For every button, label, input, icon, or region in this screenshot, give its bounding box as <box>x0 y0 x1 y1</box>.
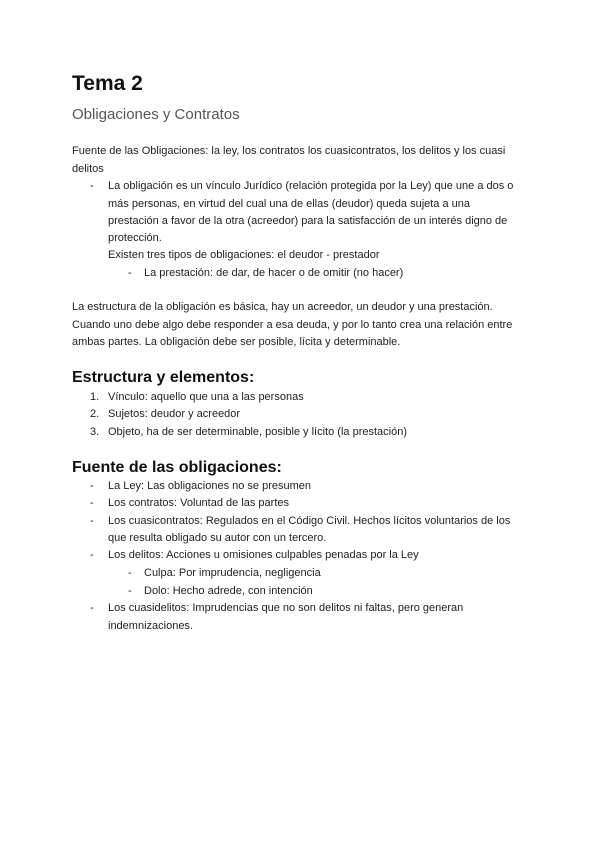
intro-bullet-line-2: más personas, en virtud del cual una de ellas (deudor) queda sujeta a una <box>108 198 471 210</box>
list-item: Los delitos: Acciones u omisiones culpables penadas por la Ley <box>108 549 419 561</box>
sub-bullet-marker: - <box>128 267 132 279</box>
sub-list-item: Culpa: Por imprudencia, negligencia <box>144 567 321 579</box>
section-heading-estructura: Estructura y elementos: <box>72 369 255 386</box>
bullet-marker: - <box>90 515 94 527</box>
list-number: 2. <box>90 408 100 420</box>
list-item: La Ley: Las obligaciones no se presumen <box>108 480 312 492</box>
list-number: 3. <box>90 426 100 438</box>
section-heading-fuente: Fuente de las obligaciones: <box>72 459 282 476</box>
bullet-marker: - <box>90 497 94 509</box>
sub-list-item: Dolo: Hecho adrede, con intención <box>144 585 313 597</box>
intro-bullet-line-5: Existen tres tipos de obligaciones: el deudor - prestador <box>108 249 380 261</box>
list-item-continuation: que resulta obligado su autor con un tercero. <box>108 532 327 544</box>
list-item-continuation: indemnizaciones. <box>108 620 193 632</box>
list-item: Vínculo: aquello que una a las personas <box>108 391 304 403</box>
list-item: Los cuasicontratos: Regulados en el Código Civil. Hechos lícitos voluntarios de los <box>108 515 511 527</box>
list-number: 1. <box>90 391 100 403</box>
list-item: Objeto, ha de ser determinable, posible y lícito (la prestación) <box>108 426 407 438</box>
paragraph-line-1: La estructura de la obligación es básica, hay un acreedor, un deudor y una prestación. <box>72 301 493 313</box>
intro-bullet-line-4: protección. <box>108 232 162 244</box>
intro-sub-bullet: La prestación: de dar, de hacer o de omitir (no hacer) <box>144 267 404 279</box>
intro-line-1: Fuente de las Obligaciones: la ley, los contratos los cuasicontratos, los delitos y los cuasi <box>72 145 506 157</box>
bullet-marker: - <box>90 180 94 192</box>
list-item: Sujetos: deudor y acreedor <box>108 408 241 420</box>
list-item: Los cuasidelitos: Imprudencias que no son delitos ni faltas, pero generan <box>108 602 464 614</box>
list-item: Los contratos: Voluntad de las partes <box>108 497 290 509</box>
bullet-marker: - <box>90 549 94 561</box>
sub-bullet-marker: - <box>128 585 132 597</box>
page-title: Tema 2 <box>72 72 143 95</box>
page-subtitle: Obligaciones y Contratos <box>72 106 240 123</box>
intro-line-2: delitos <box>72 163 104 175</box>
paragraph-line-3: ambas partes. La obligación debe ser posible, lícita y determinable. <box>72 336 401 348</box>
intro-bullet-line-1: La obligación es un vínculo Jurídico (relación protegida por la Ley) que une a dos o <box>108 180 514 192</box>
bullet-marker: - <box>90 480 94 492</box>
bullet-marker: - <box>90 602 94 614</box>
sub-bullet-marker: - <box>128 567 132 579</box>
intro-bullet-line-3: prestación a favor de la otra (acreedor) para la satisfacción de un interés digno de <box>108 215 508 227</box>
paragraph-line-2: Cuando uno debe algo debe responder a esa deuda, y por lo tanto crea una relación entre <box>72 319 513 331</box>
